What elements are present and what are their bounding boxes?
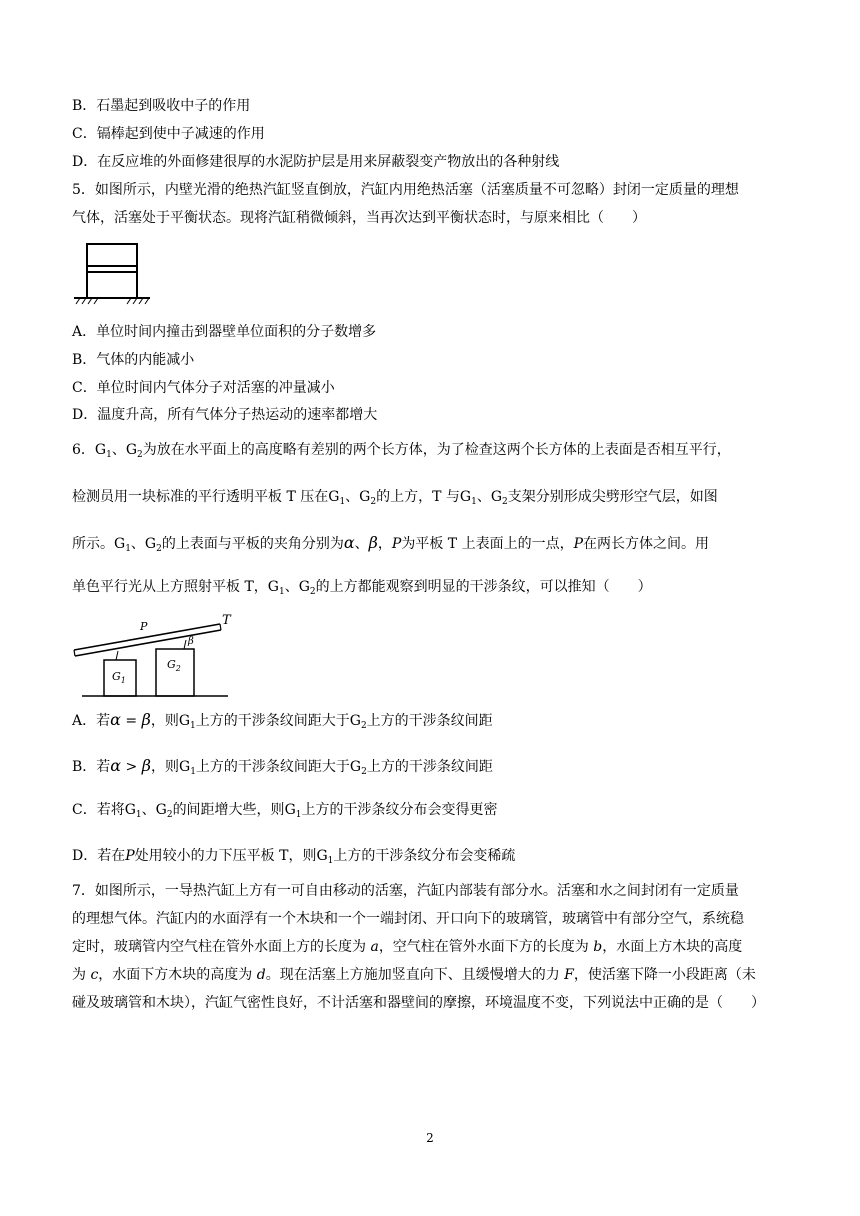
label-t: T bbox=[222, 613, 231, 628]
q7-stem-line3: 定时，玻璃管内空气柱在管外水面上方的长度为 a，空气柱在管外水面下方的长度为 b，水面上方木块的高度 bbox=[72, 939, 743, 955]
label-beta: β bbox=[188, 636, 194, 647]
q5-stem-line1: 5．如图所示，内壁光滑的绝热汽缸竖直倒放，汽缸内用绝热活塞（活塞质量不可忽略）封闭一定质量的理想 bbox=[72, 182, 739, 198]
q6-option-c: C．若将$G_1$、$G_2$的间距增大些，则$G_1$上方的干涉条纹分布会变得更密 bbox=[72, 802, 498, 820]
q7-stem-line4: 为 c，水面下方木块的高度为 d。现在活塞上方施加竖直向下、且缓慢增大的力 F，使活塞下降一小段距离（未 bbox=[72, 967, 756, 983]
q7-stem-line2: 的理想气体。汽缸内的水面浮有一个木块和一个一端封闭、开口向下的玻璃管，玻璃管中有部分空气，系统稳 bbox=[72, 911, 744, 927]
page-number: 2 bbox=[426, 1131, 434, 1145]
q5-option-c: C．单位时间内气体分子对活塞的冲量减小 bbox=[72, 380, 335, 396]
q5-option-a: A．单位时间内撞击到器壁单位面积的分子数增多 bbox=[72, 324, 377, 340]
q6-option-d: D．若在P处用较小的力下压平板 T，则$G_1$上方的干涉条纹分布会变稀疏 bbox=[72, 848, 516, 866]
q7-stem-line1: 7．如图所示，一导热汽缸上方有一可自由移动的活塞，汽缸内部装有部分水。活塞和水之间封闭有一定质量 bbox=[72, 883, 739, 899]
q6-stem-line2: 检测员用一块标准的平行透明平板 T 压在$G_1$、$G_2$的上方，T 与$G_1$、$G_2$支架分别形成尖劈形空气层，如图 bbox=[72, 489, 718, 507]
q4-option-c: C．镉棒起到使中子减速的作用 bbox=[72, 126, 265, 142]
label-p: P bbox=[140, 620, 148, 633]
q5-option-d: D．温度升高，所有气体分子热运动的速率都增大 bbox=[72, 407, 378, 423]
q6-stem-line1: 6．$G_1$、$G_2$为放在水平面上的高度略有差别的两个长方体，为了检查这两个长方体的上表面是否相互平行， bbox=[72, 442, 731, 460]
q4-option-b: B．石墨起到吸收中子的作用 bbox=[72, 98, 251, 114]
q7-stem-line5: 碰及玻璃管和木块），汽缸气密性良好，不计活塞和器壁间的摩擦，环境温度不变，下列说法中正确的是（ ） bbox=[72, 995, 765, 1011]
q5-option-b: B．气体的内能减小 bbox=[72, 352, 195, 368]
label-g1: $G_1$ bbox=[112, 670, 126, 685]
q4-option-d: D．在反应堆的外面修建很厚的水泥防护层是用来屏蔽裂变产物放出的各种射线 bbox=[72, 154, 560, 170]
q6-stem-line4: 单色平行光从上方照射平板 T，$G_1$、$G_2$的上方都能观察到明显的干涉条纹，可以推知（ ） bbox=[72, 579, 652, 597]
q6-option-a: A．若α = β，则$G_1$上方的干涉条纹间距大于$G_2$上方的干涉条纹间距 bbox=[72, 710, 493, 731]
q6-stem-line3: 所示。$G_1$、$G_2$的上表面与平板的夹角分别为α、β，P为平板 T 上表面上的一点，P在两长方体之间。用 bbox=[72, 533, 709, 554]
cylinder-figure bbox=[70, 236, 154, 308]
interference-figure bbox=[72, 612, 232, 700]
q6-option-b: B．若α > β，则$G_1$上方的干涉条纹间距大于$G_2$上方的干涉条纹间距 bbox=[72, 756, 493, 777]
label-g2: $G_2$ bbox=[167, 658, 181, 673]
q5-stem-line2: 气体，活塞处于平衡状态。现将汽缸稍微倾斜，当再次达到平衡状态时，与原来相比（ ） bbox=[72, 210, 646, 226]
